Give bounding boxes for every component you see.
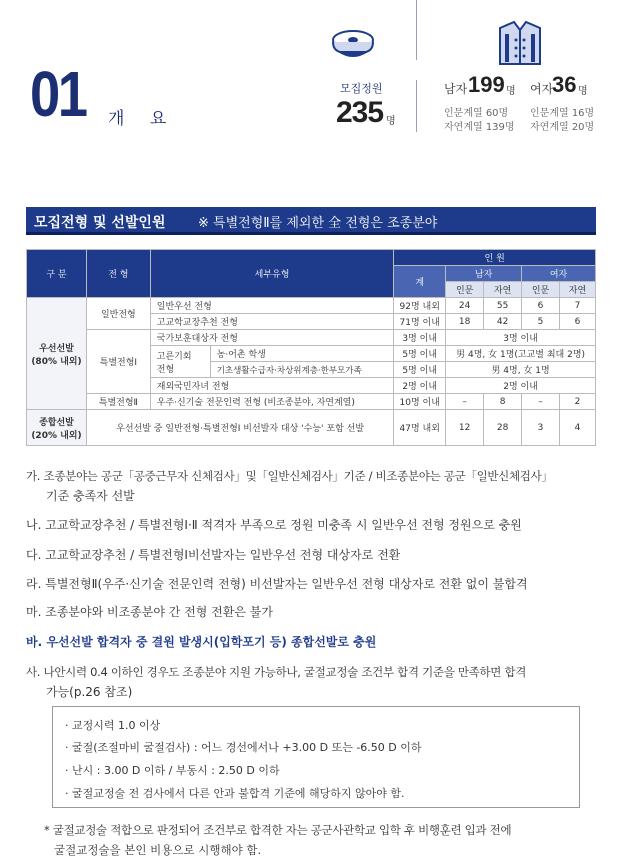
- r7-v1: 8: [484, 394, 522, 410]
- note-ma: 마. 조종분야와 비조종분야 간 전형 전환은 불가: [26, 605, 273, 619]
- cat-priority: [27, 298, 87, 410]
- h-sci: 자연: [484, 282, 522, 298]
- r4-detail: 농·어촌 학생: [210, 346, 394, 362]
- r8-detail: 우선선발 중 일반전형·특별전형Ⅰ 비선발자 대상 '수능' 포함 선발: [86, 410, 393, 446]
- male-science: 자연계열 139명: [444, 122, 515, 133]
- criteria-3: · 난시 : 3.00 D 이하 / 부동시 : 2.50 D 이하: [65, 764, 280, 777]
- r1-v1: 55: [484, 298, 522, 314]
- h-type: 전 형: [86, 250, 150, 298]
- r6-detail: 재외국민자녀 전형: [150, 378, 393, 394]
- r7-detail: 우주·신기술 전문인력 전형 (비조종분야, 자연계열): [150, 394, 393, 410]
- cat-priority-pct: (80% 내외): [31, 356, 82, 367]
- r2-detail: 고교학교장추천 전형: [150, 314, 393, 330]
- r8-v1: 28: [484, 410, 522, 446]
- note-ga: 가. 조종분야는 공군「공중근무자 신체검사」및「일반신체검사」기준 / 비조종분야는 공군「일반신체검사」: [26, 469, 553, 483]
- type-special2: 특별전형Ⅱ: [86, 394, 150, 410]
- r5-span: 男 4명, 女 1명: [446, 362, 596, 378]
- recruit-unit: 명: [386, 116, 396, 127]
- r2-total: 71명 이내: [394, 314, 446, 330]
- r6-total: 2명 이내: [394, 378, 446, 394]
- r1-v0: 24: [446, 298, 484, 314]
- r4-group-label2: 전형: [156, 364, 175, 375]
- h-people: 인 원: [394, 250, 596, 266]
- r1-total: 92명 내외: [394, 298, 446, 314]
- r7-total: 10명 이내: [394, 394, 446, 410]
- male-humanities: 인문계열 60명: [444, 108, 509, 119]
- male-unit: 명: [506, 86, 516, 97]
- h-sci: 자연: [560, 282, 596, 298]
- cat-total: [27, 410, 87, 446]
- h-hum: 인문: [522, 282, 560, 298]
- uniform-icon: [496, 20, 544, 66]
- r4-group-label: 고른기회: [156, 351, 192, 362]
- r5-total: 5명 이내: [394, 362, 446, 378]
- h-total: 계: [394, 266, 446, 298]
- h-female: 여자: [522, 266, 596, 282]
- female-label: 여자: [530, 82, 554, 96]
- r2-v2: 5: [522, 314, 560, 330]
- criteria-1: · 교정시력 1.0 이상: [65, 719, 161, 732]
- criteria-4: · 굴절교정술 전 검사에서 다른 안과 불합격 기준에 해당하지 않아야 함.: [65, 787, 405, 800]
- r4-total: 5명 이내: [394, 346, 446, 362]
- r3-total: 3명 이내: [394, 330, 446, 346]
- note-ra: 라. 특별전형Ⅱ(우주·신기술 전문인력 전형) 비선발자는 일반우선 전형 대상자로 전환 없이 불합격: [26, 577, 528, 591]
- female-humanities: 인문계열 16명: [530, 108, 595, 119]
- h-detail: 세부유형: [150, 250, 393, 298]
- female-count: 36: [552, 72, 577, 97]
- note-na: 나. 고교학교장추천 / 특별전형Ⅰ·Ⅱ 적격자 부족으로 정원 미충족 시 일반우선 전형 정원으로 충원: [26, 518, 522, 532]
- note-sa: 사. 나안시력 0.4 이하인 경우도 조종분야 지원 가능하나, 굴절교정술 조건부 합격 기준을 만족하면 합격: [26, 665, 527, 679]
- chapter-number: 01: [30, 58, 86, 130]
- h-male: 남자: [446, 266, 522, 282]
- male-label: 남자: [444, 82, 468, 96]
- r8-total: 47명 내외: [394, 410, 446, 446]
- cat-total-pct: (20% 내외): [31, 430, 82, 441]
- type-special1: 특별전형Ⅰ: [86, 330, 150, 394]
- h-hum: 인문: [446, 282, 484, 298]
- r8-v0: 12: [446, 410, 484, 446]
- vision-criteria-box: [52, 706, 580, 808]
- r5-detail: 기초생활수급자·차상위계층·한부모가족: [210, 362, 394, 378]
- r6-span: 2명 이내: [446, 378, 596, 394]
- divider: [416, 80, 417, 132]
- female-science: 자연계열 20명: [530, 122, 595, 133]
- type-general: 일반전형: [86, 298, 150, 330]
- r7-v3: 2: [560, 394, 596, 410]
- r2-v0: 18: [446, 314, 484, 330]
- female-unit: 명: [578, 86, 588, 97]
- recruit-count: 235: [336, 96, 384, 129]
- footnote-2: 굴절교정술을 본인 비용으로 시행해야 함.: [54, 843, 262, 857]
- r1-v2: 6: [522, 298, 560, 314]
- section-header: [26, 207, 596, 235]
- cat-total-label: 종합선발: [39, 417, 74, 428]
- section-title: 모집전형 및 선발인원: [34, 215, 166, 231]
- r4-span: 男 4명, 女 1명(고교별 최대 2명): [446, 346, 596, 362]
- cat-priority-label: 우선선발: [39, 343, 74, 354]
- note-ga-2: 기준 충족자 선발: [46, 489, 135, 503]
- r2-v1: 42: [484, 314, 522, 330]
- section-note: ※ 특별전형Ⅱ를 제외한 全 전형은 조종분야: [198, 216, 438, 231]
- male-count: 199: [468, 72, 505, 97]
- r8-v3: 4: [560, 410, 596, 446]
- recruit-label: 모집정원: [340, 82, 383, 95]
- r7-v2: –: [522, 394, 560, 410]
- note-sa-2: 가능(p.26 참조): [46, 685, 133, 699]
- r3-detail: 국가보훈대상자 전형: [150, 330, 393, 346]
- footnote-1: * 굴절교정술 적합으로 판정되어 조건부로 합격한 자는 공군사관학교 입학 후 비행훈련 입과 전에: [44, 823, 512, 837]
- r1-v3: 7: [560, 298, 596, 314]
- selection-table: [26, 249, 596, 446]
- criteria-2: · 굴절(조절마비 굴절검사) : 어느 경선에서나 +3.00 D 또는 -6.50 D 이하: [65, 741, 422, 754]
- r2-v3: 6: [560, 314, 596, 330]
- r7-v0: –: [446, 394, 484, 410]
- r1-detail: 일반우선 전형: [150, 298, 393, 314]
- r4-group: [150, 346, 210, 378]
- divider: [416, 0, 417, 60]
- note-ba: 바. 우선선발 합격자 중 결원 발생시(입학포기 등) 종합선발로 충원: [26, 635, 377, 649]
- military-cap-icon: [330, 28, 376, 62]
- r8-v2: 3: [522, 410, 560, 446]
- r3-span: 3명 이내: [446, 330, 596, 346]
- chapter-title: 개 요: [108, 109, 177, 129]
- h-category: 구 분: [27, 250, 87, 298]
- note-da: 다. 고교학교장추천 / 특별전형Ⅰ비선발자는 일반우선 전형 대상자로 전환: [26, 548, 401, 562]
